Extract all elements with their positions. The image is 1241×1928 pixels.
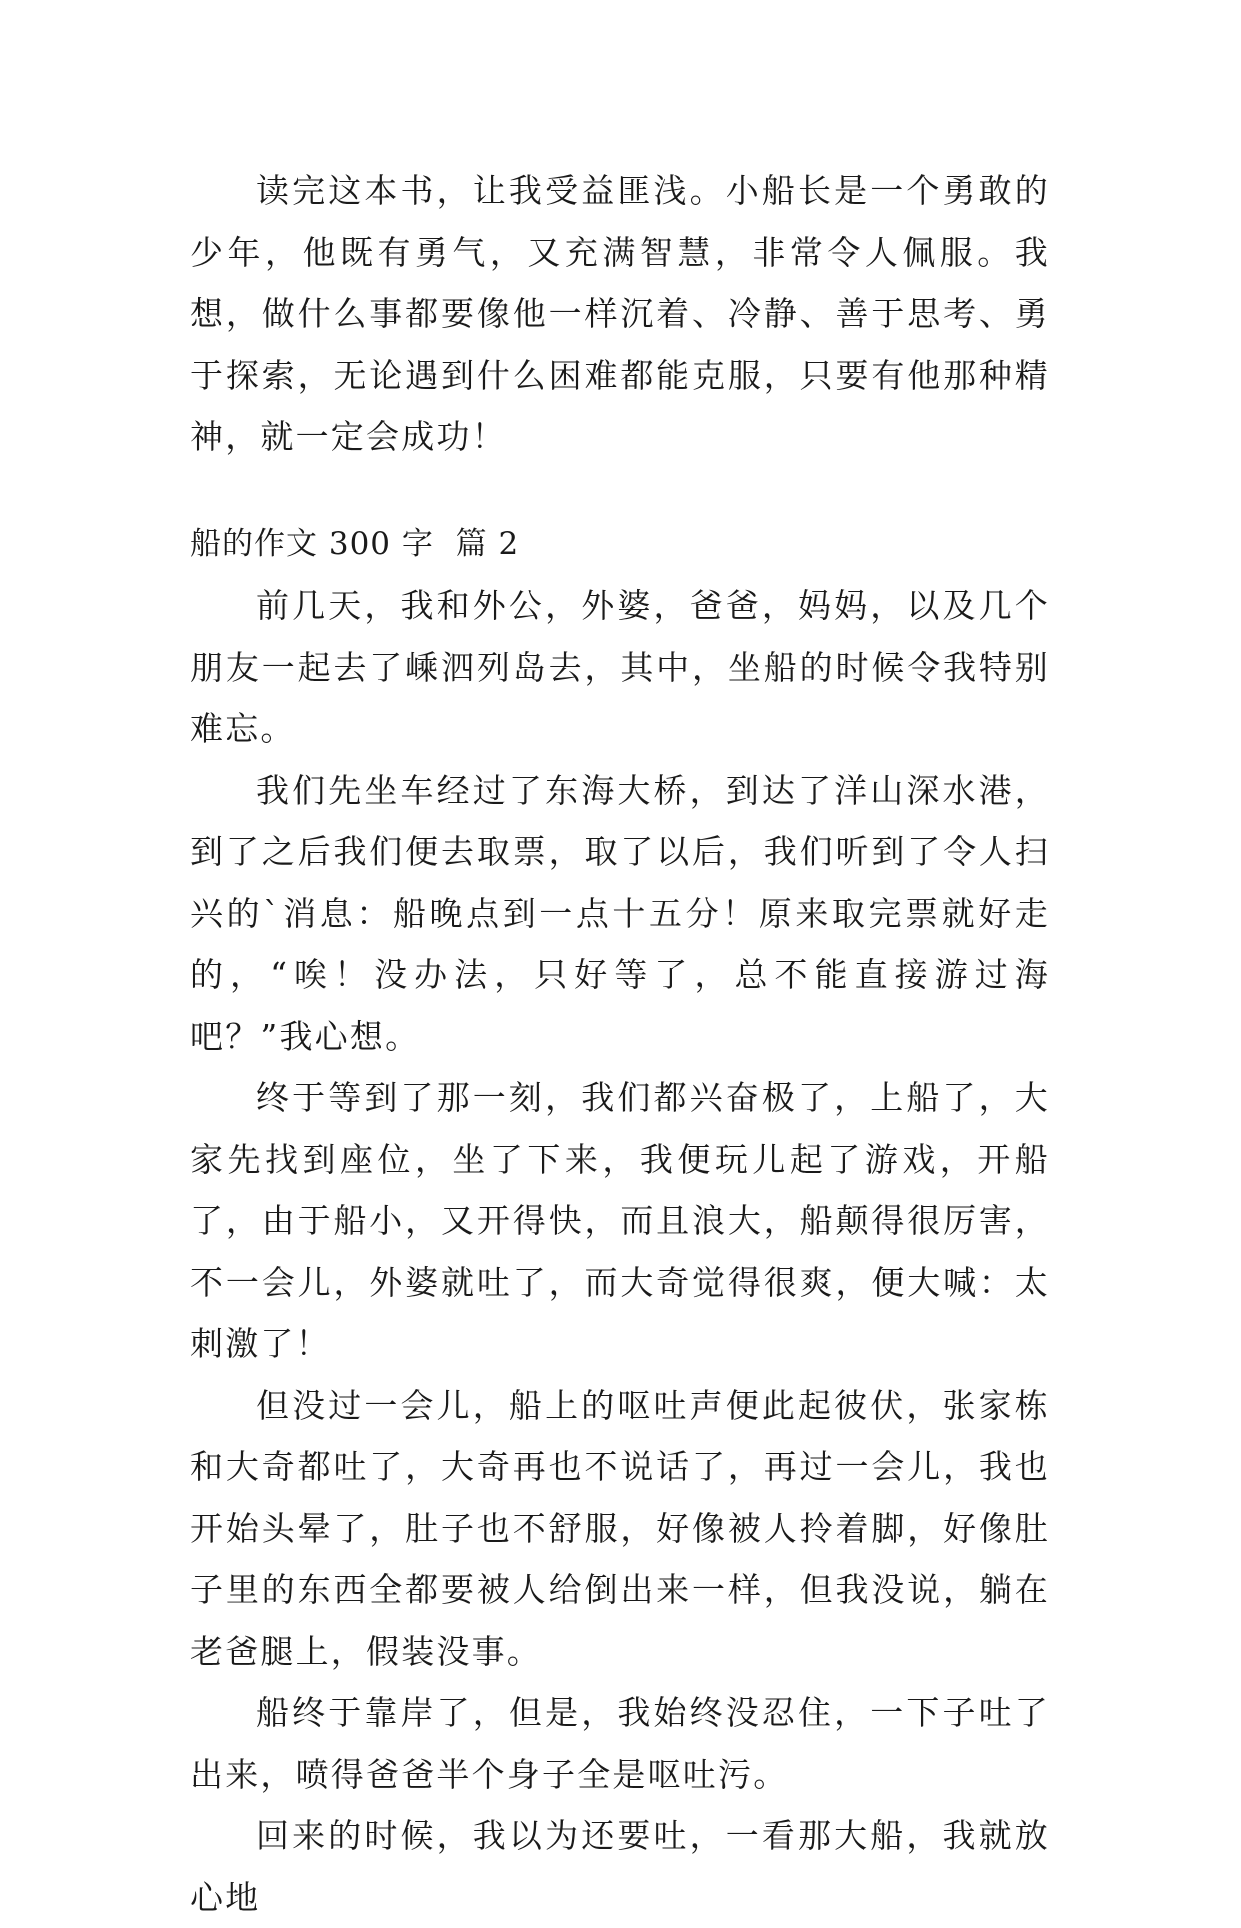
paragraph: 我们先坐车经过了东海大桥，到达了洋山深水港，到了之后我们便去取票，取了以后，我们听到了令人扫兴的`消息：船晚点到一点十五分！原来取完票就好走的，“唉！没办法，只好等了，总不能直接游过海吧？”我心想。 <box>190 770 1050 1056</box>
paragraph: 船终于靠岸了，但是，我始终没忍住，一下子吐了出来，喷得爸爸半个身子全是呕吐污。 <box>190 1693 1050 1794</box>
document-body <box>190 160 1050 1928</box>
paragraph: 但没过一会儿，船上的呕吐声便此起彼伏，张家栋和大奇都吐了，大奇再也不说话了，再过一会儿，我也开始头晕了，肚子也不舒服，好像被人拎着脚，好像肚子里的东西全都要被人给倒出来一样，但我没说，躺在老爸腿上，假装没事。 <box>190 1385 1050 1671</box>
paragraph: 终于等到了那一刻，我们都兴奋极了，上船了，大家先找到座位，坐了下来，我便玩儿起了游戏，开船了，由于船小，又开得快，而且浪大，船颠得很厉害，不一会儿，外婆就吐了，而大奇觉得很爽，便大喊：太刺激了！ <box>190 1078 1050 1363</box>
paragraph: 读完这本书，让我受益匪浅。小船长是一个勇敢的少年，他既有勇气，又充满智慧，非常令人佩服。我想，做什么事都要像他一样沉着、冷静、善于思考、勇于探索，无论遇到什么困难都能克服，只要有他那种精神，就一定会成功！ <box>190 171 1050 456</box>
paragraph: 前几天，我和外公，外婆，爸爸，妈妈，以及几个朋友一起去了嵊泗列岛去，其中，坐船的时候令我特别难忘。 <box>190 586 1050 748</box>
paragraph: 回来的时候，我以为还要吐，一看那大船，我就放心地 <box>190 1816 1050 1917</box>
section-heading: 船的作文 300 字 篇 2 <box>190 525 520 562</box>
